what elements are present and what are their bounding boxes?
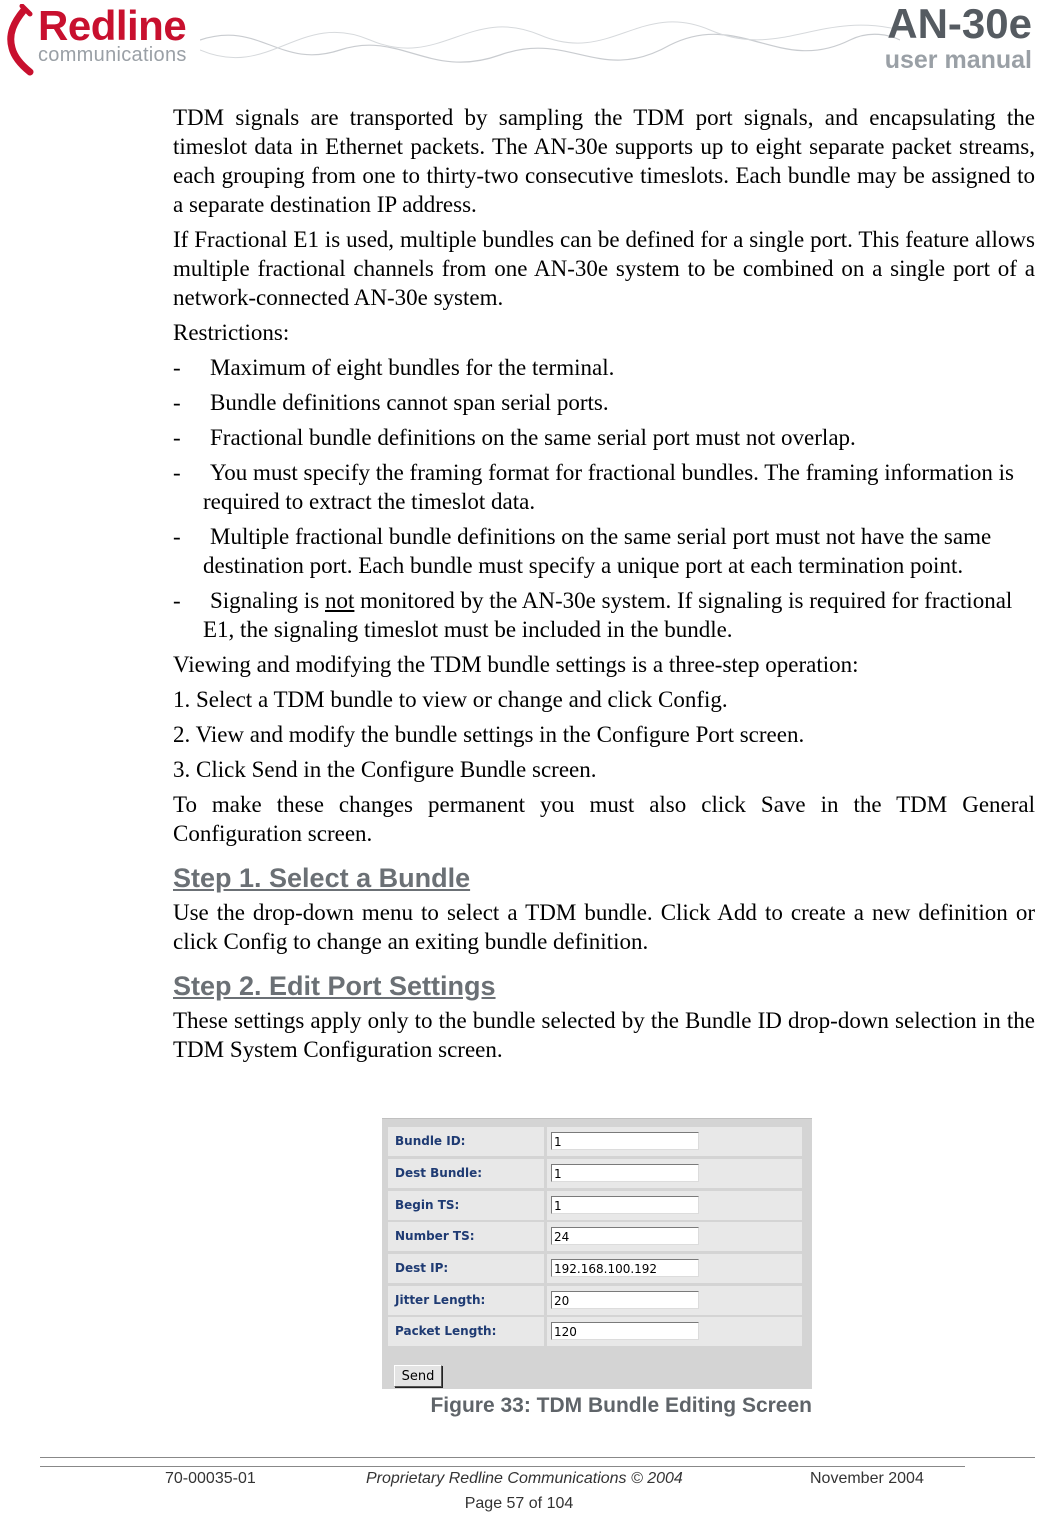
redline-logo xyxy=(4,2,214,74)
logo-mark-icon xyxy=(4,4,38,76)
footer-page-number: Page 57 of 104 xyxy=(464,1495,574,1512)
paragraph-permanent: To make these changes permanent you must also click Save in the TDM General Configuration screen. xyxy=(173,792,1035,846)
footer-proprietary: Proprietary Redline Communications © 2004 xyxy=(366,1470,683,1487)
manual-label: user manual xyxy=(884,46,1032,74)
row-bundle-id xyxy=(388,1127,802,1156)
list-item: - Signaling is not monitored by the AN-30e system. If signaling is required for fractional E1, the signaling timeslot must be included in the bundle. xyxy=(173,588,1013,642)
step-3-text: 3. Click Send in the Configure Bundle screen. xyxy=(173,757,597,782)
paragraph-step-2: These settings apply only to the bundle selected by the Bundle ID drop-down selection in the TDM System Configuration screen. xyxy=(173,1008,1035,1062)
list-item: - Multiple fractional bundle definitions on the same serial port must not have the same destination port. Each bundle must specify a unique port at each termination point. xyxy=(173,524,992,578)
paragraph-step-1: Use the drop-down menu to select a TDM bundle. Click Add to create a new definition or click Config to change an exiting bundle definition. xyxy=(173,900,1035,954)
heading-step-1: Step 1. Select a Bundle xyxy=(173,863,471,893)
row-jitter-length xyxy=(388,1286,802,1315)
row-dest-bundle xyxy=(388,1159,802,1188)
dest-ip-label: Dest IP: xyxy=(388,1254,544,1283)
begin-ts-label: Begin TS: xyxy=(388,1191,544,1220)
product-name: AN-30e xyxy=(887,0,1032,47)
restrictions-list xyxy=(173,353,1035,644)
jitter-length-input[interactable]: 20 xyxy=(551,1291,699,1309)
step-2-text: 2. View and modify the bundle settings in the Configure Port screen. xyxy=(173,722,805,747)
list-item: - Bundle definitions cannot span serial ports. xyxy=(173,390,609,415)
row-begin-ts xyxy=(388,1191,802,1220)
step-1-text: 1. Select a TDM bundle to view or change and click Config. xyxy=(173,687,728,712)
footer-divider-secondary xyxy=(40,1466,965,1467)
restrictions-label: Restrictions: xyxy=(173,320,290,345)
footer-divider xyxy=(40,1457,1035,1458)
dest-bundle-label: Dest Bundle: xyxy=(388,1159,544,1188)
tdm-bundle-editing-screen xyxy=(382,1118,812,1389)
send-button[interactable]: Send xyxy=(394,1365,442,1387)
header-wave-graphic xyxy=(200,0,900,90)
dest-ip-input[interactable]: 192.168.100.192 xyxy=(551,1259,699,1277)
number-ts-label: Number TS: xyxy=(388,1222,544,1251)
bundle-id-input[interactable]: 1 xyxy=(551,1132,699,1150)
list-item: - Fractional bundle definitions on the same serial port must not overlap. xyxy=(173,425,856,450)
begin-ts-input[interactable]: 1 xyxy=(551,1196,699,1214)
logo-subtitle: communications xyxy=(38,44,187,66)
list-item: - You must specify the framing format for fractional bundles. The framing information is required to extract the timeslot data. xyxy=(173,460,1014,514)
page-header xyxy=(0,0,1038,90)
list-item: - Maximum of eight bundles for the terminal. xyxy=(173,355,615,380)
paragraph-intro: TDM signals are transported by sampling the TDM port signals, and encapsulating the timeslot data in Ethernet packets. The AN-30e supports up to eight separate packet streams, each grouping from one to thirty-two consecutive timeslots. Each bundle may be assigned to a separate destination IP address. xyxy=(173,105,1035,217)
logo-name: Redline xyxy=(38,2,187,49)
packet-length-label: Packet Length: xyxy=(388,1317,544,1346)
packet-length-input[interactable]: 120 xyxy=(551,1322,699,1340)
row-packet-length xyxy=(388,1317,802,1346)
footer-doc-number: 70-00035-01 xyxy=(165,1470,256,1487)
row-number-ts xyxy=(388,1222,802,1251)
footer-date: November 2004 xyxy=(810,1470,924,1487)
paragraph-fractional: If Fractional E1 is used, multiple bundles can be defined for a single port. This feature allows multiple fractional channels from one AN-30e system to be combined on a single port of a network-connected AN-30e system. xyxy=(173,227,1035,310)
heading-step-2: Step 2. Edit Port Settings xyxy=(173,971,496,1001)
paragraph-viewing: Viewing and modifying the TDM bundle settings is a three-step operation: xyxy=(173,652,859,677)
jitter-length-label: Jitter Length: xyxy=(388,1286,544,1315)
page-content xyxy=(173,103,1035,1070)
steps-block xyxy=(173,650,1035,784)
figure-caption: Figure 33: TDM Bundle Editing Screen xyxy=(430,1394,812,1417)
row-dest-ip xyxy=(388,1254,802,1283)
bundle-id-label: Bundle ID: xyxy=(388,1127,544,1156)
emphasis-not: not xyxy=(325,588,355,613)
number-ts-input[interactable]: 24 xyxy=(551,1227,699,1245)
dest-bundle-input[interactable]: 1 xyxy=(551,1164,699,1182)
